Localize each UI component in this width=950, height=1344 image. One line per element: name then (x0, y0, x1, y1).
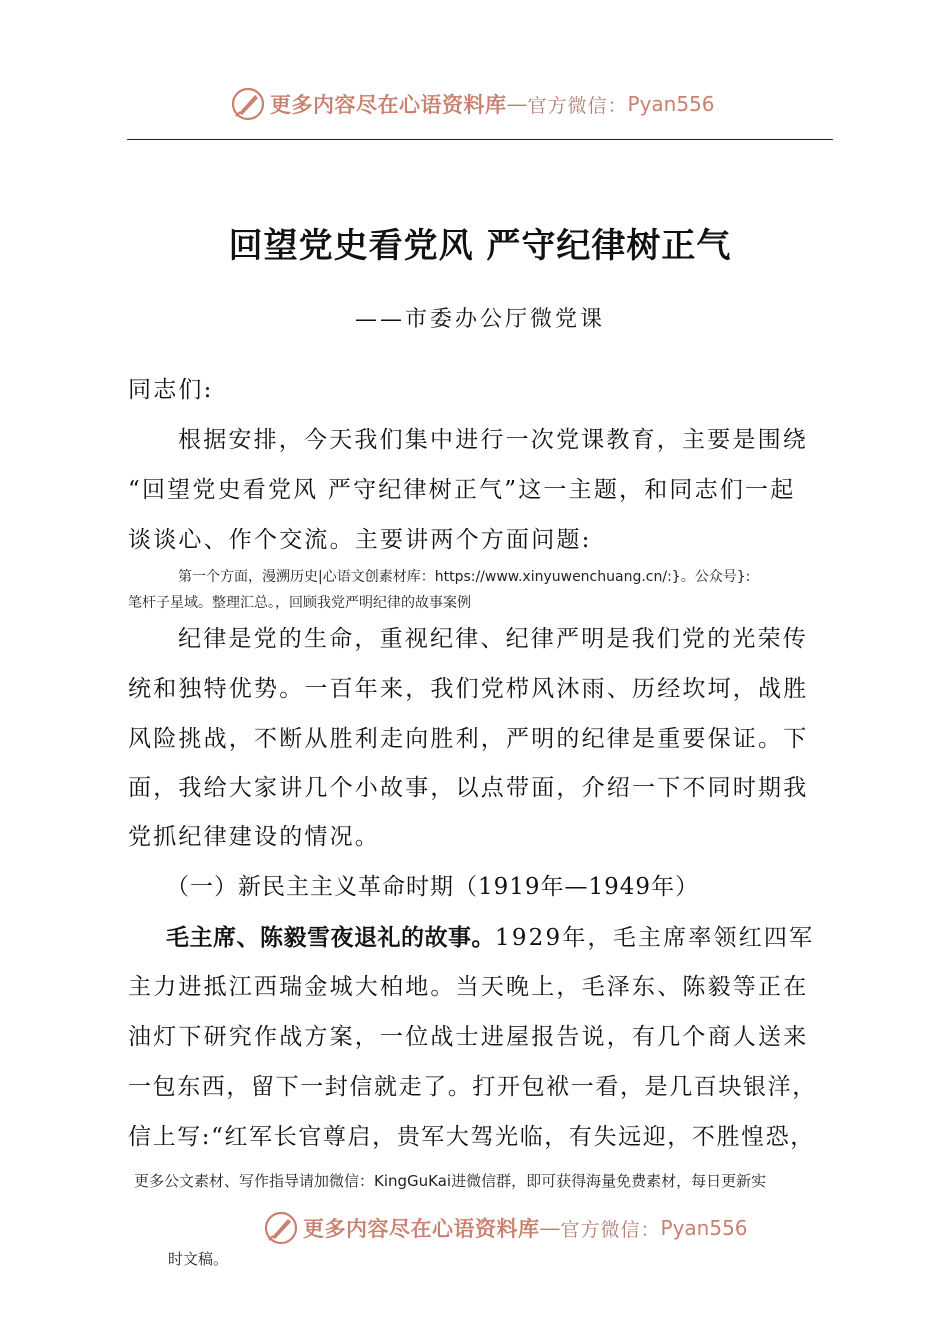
intro-line-3: 谈谈心、作个交流。主要讲两个方面问题: (128, 527, 592, 553)
inserted-note-line-2: 笔杆子星域。整理汇总。，回顾我党严明纪律的故事案例 (128, 595, 471, 611)
intro-line-1: 根据安排，今天我们集中进行一次党课教育，主要是围绕 (178, 427, 808, 453)
quill-logo-icon (263, 1210, 299, 1246)
header-divider (127, 139, 833, 140)
footer-banner-official-label: 官方微信： (560, 1218, 661, 1241)
banner-wechat-id: Pyan556 (627, 92, 715, 116)
story1-line-5: 信上写:“红军长官尊启，贵军大驾光临，有失远迎，不胜惶恐， (128, 1124, 815, 1150)
intro-line-2: “回望党史看党风 严守纪律树正气”这一主题，和同志们一起 (128, 477, 796, 503)
footer-note-line-1: 更多公文素材、写作指导请加微信：KingGuKai进微信群，即可获得海量免费素材，每日更新实 (134, 1172, 767, 1190)
para2-line-1: 纪律是党的生命，重视纪律、纪律严明是我们党的光荣传 (178, 626, 808, 652)
inserted-note-line-1: 第一个方面，漫溯历史|心语文创素材库：https://www.xinyuwenchuang.cn/:}。公众号}: (178, 569, 751, 585)
para2-line-3: 风险挑战，不断从胜利走向胜利，严明的纪律是重要保证。下 (128, 726, 809, 752)
footer-banner-separator: — (539, 1216, 561, 1240)
story1-first-line (166, 922, 874, 954)
quill-logo-icon (230, 86, 266, 122)
footer-banner (263, 1208, 748, 1248)
footer-note-line-2: 时文稿。 (168, 1250, 229, 1268)
para2-line-2: 统和独特优势。一百年来，我们党栉风沐雨、历经坎坷，战胜 (128, 676, 809, 702)
para2-line-5: 党抓纪律建设的情况。 (128, 824, 380, 850)
banner-text: 更多内容尽在心语资料库 (270, 92, 507, 117)
document-title: 回望党史看党风 严守纪律树正气 (228, 226, 732, 266)
footer-banner-wechat-id: Pyan556 (660, 1216, 748, 1240)
document-subtitle: ——市委办公厅微党课 (354, 307, 605, 332)
greeting: 同志们: (128, 377, 214, 403)
header-banner (230, 84, 715, 124)
para2-line-4: 面，我给大家讲几个小故事，以点带面，介绍一下不同时期我 (128, 775, 809, 801)
story1-line-3: 油灯下研究作战方案，一位战士进屋报告说，有几个商人送来 (128, 1024, 809, 1050)
story1-line-2: 主力进抵江西瑞金城大柏地。当天晚上，毛泽东、陈毅等正在 (128, 974, 809, 1000)
story1-first-rest: 1929年，毛主席率领红四军 (495, 925, 815, 951)
story1-line-4: 一包东西，留下一封信就走了。打开包袱一看，是几百块银洋， (128, 1074, 817, 1100)
banner-official-label: 官方微信： (527, 94, 628, 117)
banner-separator: — (506, 92, 528, 116)
story1-lead: 毛主席、陈毅雪夜退礼的故事。 (166, 925, 495, 951)
section-heading: （一）新民主主义革命时期（1919年—1949年） (166, 874, 700, 900)
footer-banner-text: 更多内容尽在心语资料库 (303, 1216, 540, 1241)
